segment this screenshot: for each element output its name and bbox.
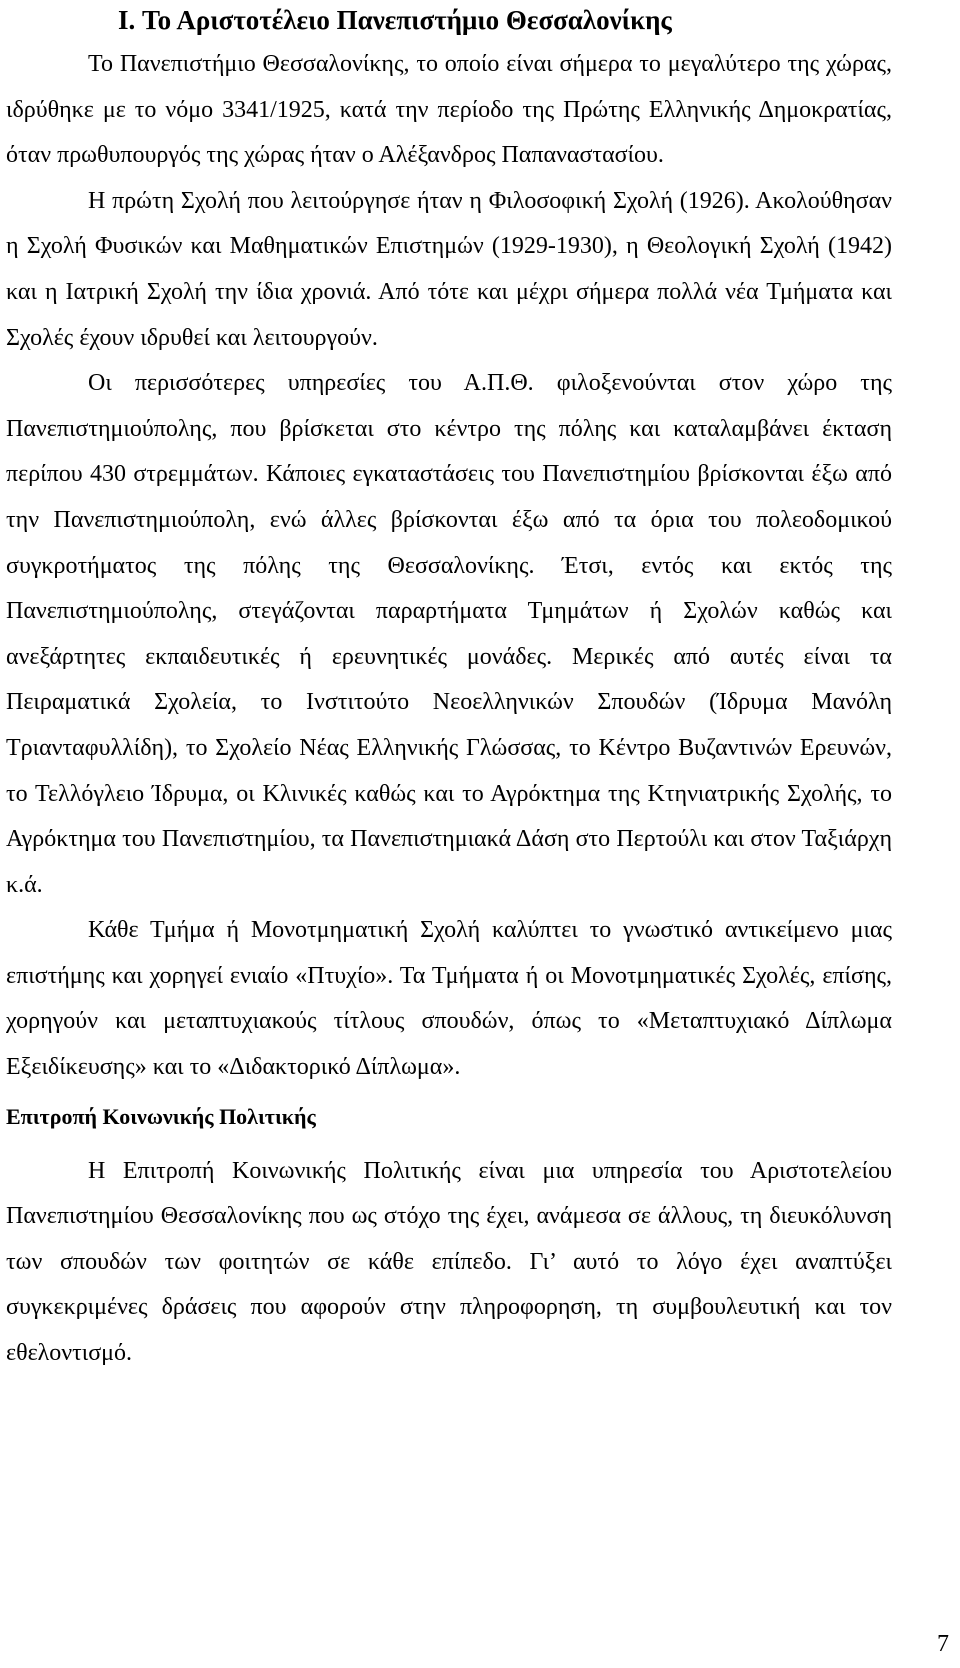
paragraph-founding: Το Πανεπιστήμιο Θεσσαλονίκης, το οποίο είναι σήμερα το μεγαλύτερο της χώρας, ιδρύθηκε με το νόμο 3341/1925, κατά την περίοδο της Πρώτης Ελληνικής Δημοκρατίας, όταν πρωθυπουργός της χώρας ήταν ο Αλέξανδρος Παπαναστασίου. [6,51,892,169]
document-title: I. Το Αριστοτέλειο Πανεπιστήμιο Θεσσαλονίκης [118,5,672,35]
paragraph-degrees: Κάθε Τμήμα ή Μονοτμηματική Σχολή καλύπτει το γνωστικό αντικείμενο μιας επιστήμης και χορηγεί ενιαίο «Πτυχίο». Τα Τμήματα ή οι Μονοτμηματικές Σχολές, επίσης, χορηγούν και μεταπτυχιακούς τίτλους σπουδών, όπως το «Μεταπτυχιακό Δίπλωμα Εξειδίκευσης» και το «Διδακτορικό Δίπλωμα». [6,917,892,1081]
paragraph-first-schools: Η πρώτη Σχολή που λειτούργησε ήταν η Φιλοσοφική Σχολή (1926). Ακολούθησαν η Σχολή Φυσικών και Μαθηματικών Επιστημών (1929-1930), η Θεολογική Σχολή (1942) και η Ιατρική Σχολή την ίδια χρονιά. Από τότε και μέχρι σήμερα πολλά νέα Τμήματα και Σχολές έχουν ιδρυθεί και λειτουργούν. [6,187,892,351]
page-number: 7 [937,1631,949,1657]
paragraph-social-policy: Η Επιτροπή Κοινωνικής Πολιτικής είναι μια υπηρεσία του Αριστοτελείου Πανεπιστημίου Θεσσαλονίκης που ως στόχο της έχει, ανάμεσα σε άλλους, τη διευκόλυνση των σπουδών των φοιτητών σε κάθε επίπεδο. Γι’ αυτό το λόγο έχει αναπτύξει συγκεκριμένες δράσεις που αφορούν στην πληροφορηση, τη συμβουλευτική και τον εθελοντισμό. [6,1157,892,1367]
section-heading: Επιτροπή Κοινωνικής Πολιτικής [6,1103,316,1129]
paragraph-facilities: Οι περισσότερες υπηρεσίες του Α.Π.Θ. φιλοξενούνται στον χώρο της Πανεπιστημιούπολης, που βρίσκεται στο κέντρο της πόλης και καταλαμβάνει έκταση περίπου 430 στρεμμάτων. Κάποιες εγκαταστάσεις του Πανεπιστημίου βρίσκονται έξω από την Πανεπιστημιούπολη, ενώ άλλες βρίσκονται έξω από τα όρια του πολεοδομικού συγκροτήματος της πόλης της Θεσσαλονίκης. Έτσι, εντός και εκτός της Πανεπιστημιούπολης, στεγάζονται παραρτήματα Τμημάτων ή Σχολών καθώς και ανεξάρτητες εκπαιδευτικές ή ερευνητικές μονάδες. Μερικές από αυτές είναι τα Πειραματικά Σχολεία, το Ινστιτούτο Νεοελληνικών Σπουδών (Ίδρυμα Μανόλη Τριανταφυλλίδη), το Σχολείο Νέας Ελληνικής Γλώσσας, το Κέντρο Βυζαντινών Ερευνών, το Τελλόγλειο Ίδρυμα, οι Κλινικές καθώς και το Αγρόκτημα της Κτηνιατρικής Σχολής, το Αγρόκτημα του Πανεπιστημίου, τα Πανεπιστημιακά Δάση στο Περτούλι και στον Ταξιάρχη κ.ά. [6,370,892,898]
document-page [6,0,892,1377]
